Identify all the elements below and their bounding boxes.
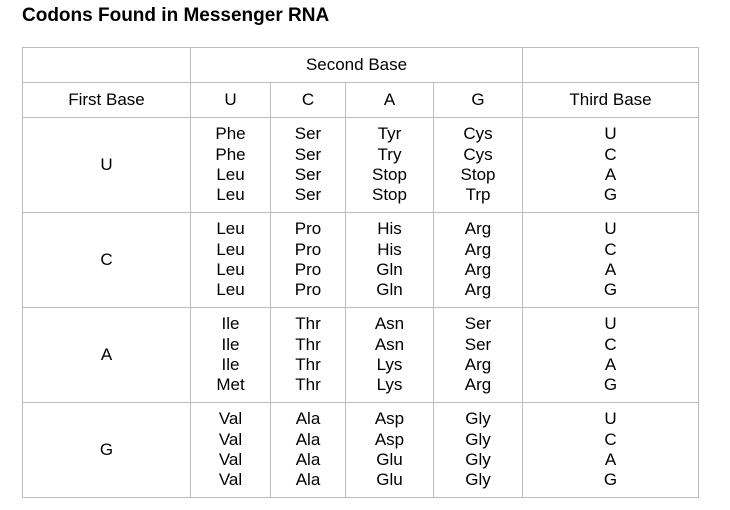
amino-acid: Asp bbox=[374, 409, 405, 429]
amino-acid: Met bbox=[216, 375, 245, 395]
amino-acid: Arg bbox=[464, 355, 492, 374]
amino-acid: Gly bbox=[465, 429, 491, 449]
amino-acid-cell bbox=[271, 213, 346, 308]
amino-acid-cell bbox=[434, 213, 523, 308]
amino-acid: Val bbox=[218, 450, 243, 469]
amino-acid: Gly bbox=[465, 450, 491, 469]
codon-row-u bbox=[23, 118, 699, 213]
amino-acid: Stop bbox=[372, 185, 407, 205]
amino-acid: Asn bbox=[374, 314, 405, 334]
third-base-letter: G bbox=[603, 375, 618, 395]
third-base-letter: C bbox=[604, 429, 617, 449]
first-base-cell: A bbox=[23, 308, 191, 403]
third-base-letter: U bbox=[604, 314, 617, 334]
column-header-u: U bbox=[191, 83, 271, 118]
amino-acid: Thr bbox=[295, 314, 321, 334]
header-blank-left bbox=[23, 48, 191, 83]
third-base-letter: A bbox=[604, 450, 617, 469]
amino-acid-cell bbox=[434, 403, 523, 498]
codon-row-c bbox=[23, 213, 699, 308]
amino-acid: Thr bbox=[295, 355, 321, 374]
amino-acid: Ser bbox=[294, 185, 322, 205]
amino-acid: Arg bbox=[464, 219, 492, 239]
amino-acid: Arg bbox=[464, 239, 492, 259]
amino-acid: Tyr bbox=[377, 124, 402, 144]
amino-acid: Thr bbox=[295, 334, 321, 354]
third-base-letter: A bbox=[604, 165, 617, 184]
amino-acid: Val bbox=[218, 429, 243, 449]
amino-acid: Val bbox=[218, 470, 243, 490]
column-header-c: C bbox=[271, 83, 346, 118]
amino-acid: Ile bbox=[221, 334, 240, 354]
amino-acid: Ala bbox=[295, 409, 321, 429]
amino-acid: Ala bbox=[295, 470, 321, 490]
amino-acid: Val bbox=[218, 409, 243, 429]
codon-table bbox=[22, 47, 699, 498]
amino-acid: Cys bbox=[463, 124, 493, 144]
amino-acid: Arg bbox=[464, 280, 492, 300]
third-base-letter: C bbox=[604, 239, 617, 259]
column-header-row bbox=[23, 83, 699, 118]
amino-acid: Arg bbox=[464, 375, 492, 395]
amino-acid-cell bbox=[271, 118, 346, 213]
amino-acid-cell bbox=[191, 118, 271, 213]
third-base-letter: G bbox=[603, 185, 618, 205]
amino-acid-cell bbox=[346, 118, 434, 213]
amino-acid: Pro bbox=[294, 260, 322, 279]
amino-acid: Pro bbox=[294, 280, 322, 300]
third-base-letter: A bbox=[604, 355, 617, 374]
amino-acid: Cys bbox=[463, 144, 493, 164]
amino-acid-cell bbox=[271, 308, 346, 403]
amino-acid: Ser bbox=[294, 144, 322, 164]
amino-acid: Ala bbox=[295, 450, 321, 469]
amino-acid-cell bbox=[191, 308, 271, 403]
first-base-cell: G bbox=[23, 403, 191, 498]
amino-acid: His bbox=[377, 239, 402, 259]
amino-acid: Ser bbox=[294, 165, 322, 184]
third-base-letter: A bbox=[604, 260, 617, 279]
amino-acid: Stop bbox=[460, 165, 496, 184]
amino-acid: Arg bbox=[464, 260, 492, 279]
first-base-header: First Base bbox=[23, 83, 191, 118]
amino-acid: Asn bbox=[374, 334, 405, 354]
amino-acid: Leu bbox=[216, 185, 245, 205]
amino-acid: Lys bbox=[376, 355, 403, 374]
amino-acid: Glu bbox=[376, 470, 403, 490]
amino-acid-cell bbox=[434, 118, 523, 213]
page-title: Codons Found in Messenger RNA bbox=[22, 5, 330, 26]
amino-acid: Pro bbox=[294, 239, 322, 259]
amino-acid: Ser bbox=[464, 334, 492, 354]
third-base-letter: G bbox=[603, 470, 618, 490]
third-base-cell bbox=[523, 403, 699, 498]
amino-acid-cell bbox=[346, 403, 434, 498]
amino-acid: Ile bbox=[221, 355, 240, 374]
amino-acid-cell bbox=[346, 213, 434, 308]
amino-acid: Ser bbox=[294, 124, 322, 144]
amino-acid-cell bbox=[434, 308, 523, 403]
amino-acid: Pro bbox=[294, 219, 322, 239]
amino-acid: Gln bbox=[376, 260, 403, 279]
amino-acid: Gln bbox=[376, 280, 403, 300]
third-base-letter: U bbox=[604, 124, 617, 144]
third-base-cell bbox=[523, 213, 699, 308]
second-base-header-row bbox=[23, 48, 699, 83]
third-base-cell bbox=[523, 118, 699, 213]
third-base-header: Third Base bbox=[523, 83, 699, 118]
amino-acid: Leu bbox=[216, 260, 245, 279]
amino-acid: Ile bbox=[221, 314, 240, 334]
amino-acid: Thr bbox=[295, 375, 321, 395]
amino-acid: Lys bbox=[376, 375, 403, 395]
amino-acid: Trp bbox=[465, 185, 491, 205]
amino-acid: Ala bbox=[295, 429, 321, 449]
amino-acid-cell bbox=[346, 308, 434, 403]
amino-acid: His bbox=[377, 219, 402, 239]
third-base-cell bbox=[523, 308, 699, 403]
third-base-letter: G bbox=[603, 280, 618, 300]
amino-acid: Asp bbox=[374, 429, 405, 449]
amino-acid-cell bbox=[191, 213, 271, 308]
codon-row-a bbox=[23, 308, 699, 403]
codon-row-g bbox=[23, 403, 699, 498]
third-base-letter: C bbox=[604, 144, 617, 164]
amino-acid-cell bbox=[271, 403, 346, 498]
amino-acid: Gly bbox=[465, 409, 491, 429]
amino-acid: Phe bbox=[215, 144, 246, 164]
amino-acid: Glu bbox=[376, 450, 403, 469]
third-base-letter: U bbox=[604, 219, 617, 239]
amino-acid-cell bbox=[191, 403, 271, 498]
amino-acid: Stop bbox=[372, 165, 407, 184]
third-base-letter: C bbox=[604, 334, 617, 354]
amino-acid: Ser bbox=[464, 314, 492, 334]
amino-acid: Leu bbox=[216, 219, 245, 239]
column-header-g: G bbox=[434, 83, 523, 118]
second-base-header: Second Base bbox=[191, 48, 523, 83]
first-base-cell: U bbox=[23, 118, 191, 213]
third-base-letter: U bbox=[604, 409, 617, 429]
amino-acid: Gly bbox=[465, 470, 491, 490]
first-base-cell: C bbox=[23, 213, 191, 308]
amino-acid: Leu bbox=[216, 165, 245, 184]
header-blank-right bbox=[523, 48, 699, 83]
column-header-a: A bbox=[346, 83, 434, 118]
amino-acid: Leu bbox=[216, 239, 245, 259]
amino-acid: Try bbox=[377, 144, 402, 164]
amino-acid: Phe bbox=[215, 124, 246, 144]
amino-acid: Leu bbox=[216, 280, 245, 300]
